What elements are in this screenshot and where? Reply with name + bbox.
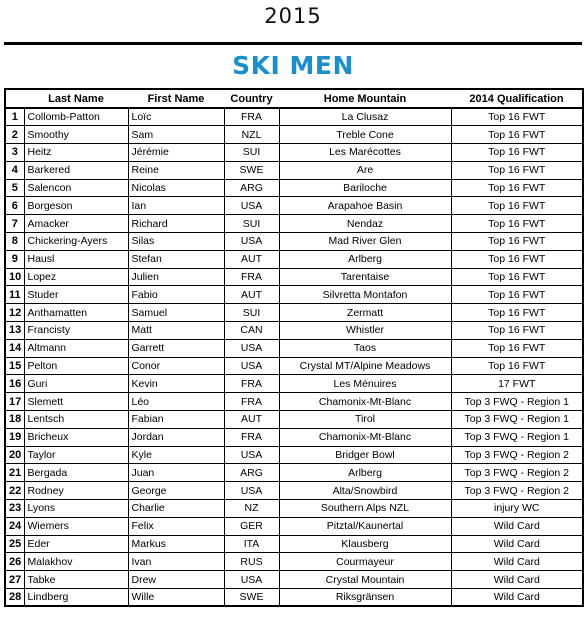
cell-rank: 3 bbox=[5, 144, 24, 162]
cell-first-name: Sam bbox=[128, 126, 224, 144]
cell-last-name: Eder bbox=[24, 535, 128, 553]
cell-qualification: Wild Card bbox=[451, 571, 583, 589]
header-last-name: Last Name bbox=[48, 92, 104, 105]
cell-last-name: Bergada bbox=[24, 464, 128, 482]
cell-rank: 8 bbox=[5, 233, 24, 251]
cell-last-name: Lentsch bbox=[24, 411, 128, 429]
cell-country: SUI bbox=[224, 144, 279, 162]
cell-rank: 19 bbox=[5, 428, 24, 446]
cell-first-name: Kyle bbox=[128, 446, 224, 464]
cell-rank: 2 bbox=[5, 126, 24, 144]
table-row bbox=[5, 304, 583, 322]
cell-country: NZL bbox=[224, 126, 279, 144]
cell-home-mountain: Nendaz bbox=[279, 215, 451, 233]
cell-qualification: Top 16 FWT bbox=[451, 215, 583, 233]
cell-first-name: Matt bbox=[128, 322, 224, 340]
cell-home-mountain: Klausberg bbox=[279, 535, 451, 553]
table-row bbox=[5, 535, 583, 553]
cell-home-mountain: Bariloche bbox=[279, 179, 451, 197]
cell-first-name: Stefan bbox=[128, 250, 224, 268]
cell-last-name: Pelton bbox=[24, 357, 128, 375]
year-heading: 2015 bbox=[264, 4, 322, 28]
cell-last-name: Studer bbox=[24, 286, 128, 304]
cell-rank: 22 bbox=[5, 482, 24, 500]
cell-qualification: Top 16 FWT bbox=[451, 179, 583, 197]
cell-qualification: Top 3 FWQ - Region 1 bbox=[451, 393, 583, 411]
table-header-row bbox=[5, 89, 583, 108]
table-row bbox=[5, 393, 583, 411]
cell-country: USA bbox=[224, 197, 279, 215]
cell-country: CAN bbox=[224, 322, 279, 340]
table-row bbox=[5, 250, 583, 268]
cell-country: USA bbox=[224, 446, 279, 464]
table-row bbox=[5, 144, 583, 162]
cell-first-name: Julien bbox=[128, 268, 224, 286]
cell-qualification: Top 16 FWT bbox=[451, 197, 583, 215]
cell-qualification: Wild Card bbox=[451, 589, 583, 607]
header-rank bbox=[5, 89, 24, 108]
cell-country: ITA bbox=[224, 535, 279, 553]
cell-first-name: Nicolas bbox=[128, 179, 224, 197]
cell-home-mountain: La Clusaz bbox=[279, 108, 451, 126]
cell-rank: 11 bbox=[5, 286, 24, 304]
cell-first-name: Samuel bbox=[128, 304, 224, 322]
cell-home-mountain: Arlberg bbox=[279, 464, 451, 482]
cell-first-name: George bbox=[128, 482, 224, 500]
cell-home-mountain: Riksgränsen bbox=[279, 589, 451, 607]
cell-first-name: Reine bbox=[128, 161, 224, 179]
cell-home-mountain: Arapahoe Basin bbox=[279, 197, 451, 215]
table-row bbox=[5, 446, 583, 464]
cell-first-name: Ivan bbox=[128, 553, 224, 571]
cell-last-name: Altmann bbox=[24, 339, 128, 357]
cell-home-mountain: Crystal MT/Alpine Meadows bbox=[279, 357, 451, 375]
table-row bbox=[5, 286, 583, 304]
table-body bbox=[5, 108, 583, 606]
cell-qualification: Top 16 FWT bbox=[451, 322, 583, 340]
cell-country: ARG bbox=[224, 464, 279, 482]
cell-qualification: Top 16 FWT bbox=[451, 233, 583, 251]
cell-first-name: Richard bbox=[128, 215, 224, 233]
table-row bbox=[5, 126, 583, 144]
table-row bbox=[5, 375, 583, 393]
cell-first-name: Fabio bbox=[128, 286, 224, 304]
cell-rank: 24 bbox=[5, 517, 24, 535]
cell-last-name: Amacker bbox=[24, 215, 128, 233]
cell-first-name: Garrett bbox=[128, 339, 224, 357]
cell-qualification: Top 16 FWT bbox=[451, 144, 583, 162]
cell-rank: 15 bbox=[5, 357, 24, 375]
cell-rank: 23 bbox=[5, 500, 24, 518]
cell-country: SUI bbox=[224, 215, 279, 233]
cell-first-name: Conor bbox=[128, 357, 224, 375]
cell-home-mountain: Bridger Bowl bbox=[279, 446, 451, 464]
cell-country: AUT bbox=[224, 286, 279, 304]
cell-last-name: Salencon bbox=[24, 179, 128, 197]
cell-qualification: Top 16 FWT bbox=[451, 161, 583, 179]
cell-rank: 5 bbox=[5, 179, 24, 197]
cell-home-mountain: Pitztal/Kaunertal bbox=[279, 517, 451, 535]
cell-first-name: Jordan bbox=[128, 428, 224, 446]
cell-first-name: Léo bbox=[128, 393, 224, 411]
table-row bbox=[5, 482, 583, 500]
cell-first-name: Loïc bbox=[128, 108, 224, 126]
cell-first-name: Fabian bbox=[128, 411, 224, 429]
cell-qualification: Top 16 FWT bbox=[451, 357, 583, 375]
cell-rank: 17 bbox=[5, 393, 24, 411]
cell-home-mountain: Courmayeur bbox=[279, 553, 451, 571]
cell-last-name: Collomb-Patton bbox=[24, 108, 128, 126]
cell-country: USA bbox=[224, 482, 279, 500]
table-row bbox=[5, 233, 583, 251]
cell-first-name: Ian bbox=[128, 197, 224, 215]
cell-last-name: Rodney bbox=[24, 482, 128, 500]
table-row bbox=[5, 428, 583, 446]
cell-country: FRA bbox=[224, 375, 279, 393]
cell-qualification: Top 16 FWT bbox=[451, 304, 583, 322]
cell-qualification: Top 3 FWQ - Region 2 bbox=[451, 464, 583, 482]
cell-country: ARG bbox=[224, 179, 279, 197]
cell-home-mountain: Mad River Glen bbox=[279, 233, 451, 251]
cell-country: FRA bbox=[224, 428, 279, 446]
cell-country: USA bbox=[224, 571, 279, 589]
cell-qualification: Top 3 FWQ - Region 1 bbox=[451, 411, 583, 429]
cell-rank: 25 bbox=[5, 535, 24, 553]
cell-rank: 9 bbox=[5, 250, 24, 268]
ski-men-table-container bbox=[4, 88, 582, 607]
cell-last-name: Lopez bbox=[24, 268, 128, 286]
cell-first-name: Silas bbox=[128, 233, 224, 251]
cell-rank: 20 bbox=[5, 446, 24, 464]
cell-qualification: Top 16 FWT bbox=[451, 286, 583, 304]
table-row bbox=[5, 179, 583, 197]
cell-home-mountain: Chamonix-Mt-Blanc bbox=[279, 393, 451, 411]
cell-home-mountain: Are bbox=[279, 161, 451, 179]
cell-last-name: Smoothy bbox=[24, 126, 128, 144]
cell-first-name: Wille bbox=[128, 589, 224, 607]
cell-last-name: Hausl bbox=[24, 250, 128, 268]
table-row bbox=[5, 108, 583, 126]
cell-rank: 12 bbox=[5, 304, 24, 322]
cell-country: AUT bbox=[224, 250, 279, 268]
cell-qualification: Top 3 FWQ - Region 2 bbox=[451, 482, 583, 500]
cell-qualification: Wild Card bbox=[451, 517, 583, 535]
cell-last-name: Slemett bbox=[24, 393, 128, 411]
cell-country: GER bbox=[224, 517, 279, 535]
cell-home-mountain: Alta/Snowbird bbox=[279, 482, 451, 500]
table-row bbox=[5, 411, 583, 429]
table-row bbox=[5, 268, 583, 286]
cell-qualification: Top 3 FWQ - Region 2 bbox=[451, 446, 583, 464]
table-row bbox=[5, 215, 583, 233]
cell-last-name: Heitz bbox=[24, 144, 128, 162]
cell-country: USA bbox=[224, 233, 279, 251]
cell-rank: 16 bbox=[5, 375, 24, 393]
cell-qualification: Top 16 FWT bbox=[451, 108, 583, 126]
cell-country: RUS bbox=[224, 553, 279, 571]
cell-last-name: Lyons bbox=[24, 500, 128, 518]
cell-last-name: Barkered bbox=[24, 161, 128, 179]
cell-last-name: Tabke bbox=[24, 571, 128, 589]
table-row bbox=[5, 197, 583, 215]
cell-rank: 14 bbox=[5, 339, 24, 357]
cell-home-mountain: Les Ménuires bbox=[279, 375, 451, 393]
cell-last-name: Malakhov bbox=[24, 553, 128, 571]
page-title: SKI MEN bbox=[232, 51, 354, 80]
header-qualification: 2014 Qualification bbox=[469, 92, 564, 105]
cell-first-name: Drew bbox=[128, 571, 224, 589]
cell-home-mountain: Tirol bbox=[279, 411, 451, 429]
cell-qualification: 17 FWT bbox=[451, 375, 583, 393]
cell-country: FRA bbox=[224, 393, 279, 411]
cell-rank: 13 bbox=[5, 322, 24, 340]
cell-qualification: Wild Card bbox=[451, 553, 583, 571]
cell-country: FRA bbox=[224, 108, 279, 126]
cell-qualification: Top 16 FWT bbox=[451, 268, 583, 286]
cell-rank: 4 bbox=[5, 161, 24, 179]
cell-qualification: Top 16 FWT bbox=[451, 339, 583, 357]
cell-country: AUT bbox=[224, 411, 279, 429]
cell-qualification: injury WC bbox=[451, 500, 583, 518]
cell-home-mountain: Southern Alps NZL bbox=[279, 500, 451, 518]
cell-home-mountain: Les Marécottes bbox=[279, 144, 451, 162]
cell-home-mountain: Chamonix-Mt-Blanc bbox=[279, 428, 451, 446]
cell-last-name: Taylor bbox=[24, 446, 128, 464]
cell-rank: 18 bbox=[5, 411, 24, 429]
cell-rank: 28 bbox=[5, 589, 24, 607]
divider-rule bbox=[4, 42, 582, 45]
cell-qualification: Top 16 FWT bbox=[451, 126, 583, 144]
table-row bbox=[5, 161, 583, 179]
cell-home-mountain: Treble Cone bbox=[279, 126, 451, 144]
ski-men-table bbox=[4, 88, 584, 607]
cell-country: NZ bbox=[224, 500, 279, 518]
cell-first-name: Jérémie bbox=[128, 144, 224, 162]
table-row bbox=[5, 357, 583, 375]
cell-qualification: Wild Card bbox=[451, 535, 583, 553]
cell-rank: 1 bbox=[5, 108, 24, 126]
table-row bbox=[5, 500, 583, 518]
cell-rank: 7 bbox=[5, 215, 24, 233]
cell-first-name: Juan bbox=[128, 464, 224, 482]
cell-home-mountain: Whistler bbox=[279, 322, 451, 340]
cell-rank: 21 bbox=[5, 464, 24, 482]
cell-country: FRA bbox=[224, 268, 279, 286]
cell-last-name: Wiemers bbox=[24, 517, 128, 535]
table-row bbox=[5, 339, 583, 357]
cell-last-name: Borgeson bbox=[24, 197, 128, 215]
cell-home-mountain: Zermatt bbox=[279, 304, 451, 322]
cell-last-name: Francisty bbox=[24, 322, 128, 340]
cell-home-mountain: Taos bbox=[279, 339, 451, 357]
cell-home-mountain: Crystal Mountain bbox=[279, 571, 451, 589]
cell-country: SWE bbox=[224, 161, 279, 179]
cell-rank: 27 bbox=[5, 571, 24, 589]
cell-home-mountain: Tarentaise bbox=[279, 268, 451, 286]
cell-last-name: Lindberg bbox=[24, 589, 128, 607]
cell-rank: 26 bbox=[5, 553, 24, 571]
table-row bbox=[5, 589, 583, 607]
cell-country: USA bbox=[224, 357, 279, 375]
cell-last-name: Guri bbox=[24, 375, 128, 393]
table-row bbox=[5, 553, 583, 571]
header-country: Country bbox=[230, 92, 273, 105]
cell-last-name: Bricheux bbox=[24, 428, 128, 446]
cell-first-name: Charlie bbox=[128, 500, 224, 518]
table-row bbox=[5, 322, 583, 340]
cell-country: USA bbox=[224, 339, 279, 357]
cell-country: SWE bbox=[224, 589, 279, 607]
cell-last-name: Chickering-Ayers bbox=[24, 233, 128, 251]
table-row bbox=[5, 517, 583, 535]
cell-home-mountain: Silvretta Montafon bbox=[279, 286, 451, 304]
header-first-name: First Name bbox=[147, 92, 205, 105]
cell-country: SUI bbox=[224, 304, 279, 322]
cell-first-name: Felix bbox=[128, 517, 224, 535]
cell-first-name: Kevin bbox=[128, 375, 224, 393]
cell-qualification: Top 16 FWT bbox=[451, 250, 583, 268]
header-home-mountain: Home Mountain bbox=[323, 92, 407, 105]
cell-rank: 6 bbox=[5, 197, 24, 215]
cell-home-mountain: Arlberg bbox=[279, 250, 451, 268]
cell-qualification: Top 3 FWQ - Region 1 bbox=[451, 428, 583, 446]
table-row bbox=[5, 571, 583, 589]
cell-rank: 10 bbox=[5, 268, 24, 286]
cell-last-name: Anthamatten bbox=[24, 304, 128, 322]
cell-first-name: Markus bbox=[128, 535, 224, 553]
table-row bbox=[5, 464, 583, 482]
